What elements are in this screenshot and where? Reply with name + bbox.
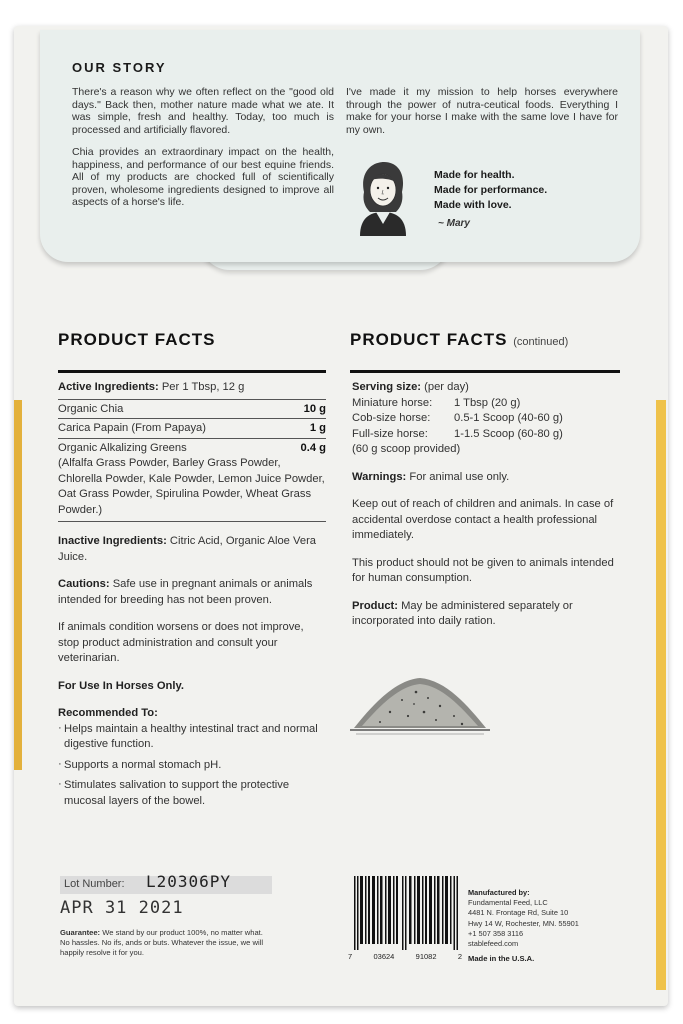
story-right-column	[346, 86, 618, 146]
inactive-ingredients: Inactive Ingredients: Citric Acid, Organic Aloe Vera Juice.	[58, 535, 317, 563]
greens-detail: (Alfalfa Grass Powder, Barley Grass Powder, Chlorella Powder, Kale Powder, Lemon Juice Powder, Oat Grass Powder, Spirulina Powder, Wheat Grass Powder.)	[58, 456, 326, 522]
horses-only: For Use In Horses Only.	[58, 679, 184, 692]
divider	[350, 370, 620, 373]
product-facts-left	[58, 380, 326, 814]
divider	[58, 370, 326, 373]
signature: ~ Mary	[438, 218, 470, 229]
date-stamp: APR 31 2021	[60, 898, 184, 918]
cautions: Cautions: Safe use in pregnant animals or animals intended for breeding has not been proven.	[58, 578, 313, 606]
serving-row: Miniature horse: 1 Tbsp (20 g)	[352, 396, 521, 409]
product-facts-title: PRODUCT FACTS	[58, 330, 216, 349]
barcode	[354, 876, 458, 950]
keep-out-note: Keep out of reach of children and animals. In case of accidental overdose contact a health professional immediately.	[352, 498, 614, 541]
serving-size: Serving size: (per day)	[352, 381, 469, 393]
ingredient-row: Carica Papain (From Papaya) 1 g	[58, 419, 326, 439]
ingredient-row: Organic Chia 10 g	[58, 399, 326, 420]
story-paragraph: I've made it my mission to help horses everywhere through the power of nutra-ceutical foods. Everything I make for your horse I make with the same love I have for my own.	[346, 86, 618, 136]
list-item: · Helps maintain a healthy intestinal tract and normal digestive function.	[58, 722, 326, 753]
story-title: OUR STORY	[72, 60, 167, 75]
manufacturer-info: Manufactured by: Fundamental Feed, LLC 4481 N. Frontage Rd, Suite 10 Hwy 14 W, Rochester, MN. 55901 +1 507 358 3116 stablefeed.com	[468, 888, 579, 949]
product-note: Product: May be administered separately or incorporated into daily ration.	[352, 599, 573, 627]
recommended-label: Recommended To:	[58, 707, 158, 719]
story-paragraph: Chia provides an extraordinary impact on the health, happiness, and performance of our best equine friends. All of my products are chocked full of scientifically proven, wholesome ingredients designed to improve all aspects of a horse's life.	[72, 146, 334, 208]
continued-label: (continued)	[513, 336, 569, 348]
not-human-note: This product should not be given to animals intended for human consumption.	[352, 556, 614, 584]
mary-portrait-illustration	[346, 158, 420, 238]
recommended-list	[58, 722, 326, 810]
lot-number-label: Lot Number:	[60, 876, 272, 894]
warnings: Warnings: For animal use only.	[352, 470, 510, 483]
product-facts-right	[352, 380, 622, 630]
barcode-digits: 7 03624 91082 2	[348, 952, 462, 961]
list-item: · Supports a normal stomach pH.	[58, 758, 326, 774]
tagline: Made for health. Made for performance. Made with love.	[434, 169, 548, 211]
scoop-note: (60 g scoop provided)	[352, 443, 461, 455]
active-ingredients: Active Ingredients: Per 1 Tbsp, 12 g	[58, 381, 245, 393]
guarantee-note: Guarantee: We stand by our product 100%, no matter what. No hassles. No ifs, ands or buts. Whatever the issue, we will happily resolve it for you.	[60, 928, 264, 957]
story-paragraph: There's a reason why we often reflect on the "good old days." Back then, mother nature made what we ate. It was simple, fresh and healthy. Today, too much is processed and artificially flavored.	[72, 86, 334, 136]
chia-powder-pile-illustration	[350, 668, 490, 740]
ingredient-row: Organic Alkalizing Greens 0.4 g	[58, 441, 326, 454]
worsens-note: If animals condition worsens or does not improve, stop product administration and consult your veterinarian.	[58, 621, 304, 664]
package-side-right	[656, 400, 666, 990]
story-left-column	[72, 86, 334, 219]
serving-row: Full-size horse: 1-1.5 Scoop (60-80 g)	[352, 427, 563, 440]
made-in-usa: Made in the U.S.A.	[468, 954, 535, 963]
product-facts-continued-title: PRODUCT FACTS (continued)	[350, 330, 569, 349]
package-side-left	[14, 400, 22, 770]
lot-number-value: L20306PY	[146, 872, 232, 891]
list-item: · Stimulates salivation to support the protective mucosal layers of the bowel.	[58, 778, 326, 809]
serving-row: Cob-size horse: 0.5-1 Scoop (40-60 g)	[352, 412, 563, 424]
